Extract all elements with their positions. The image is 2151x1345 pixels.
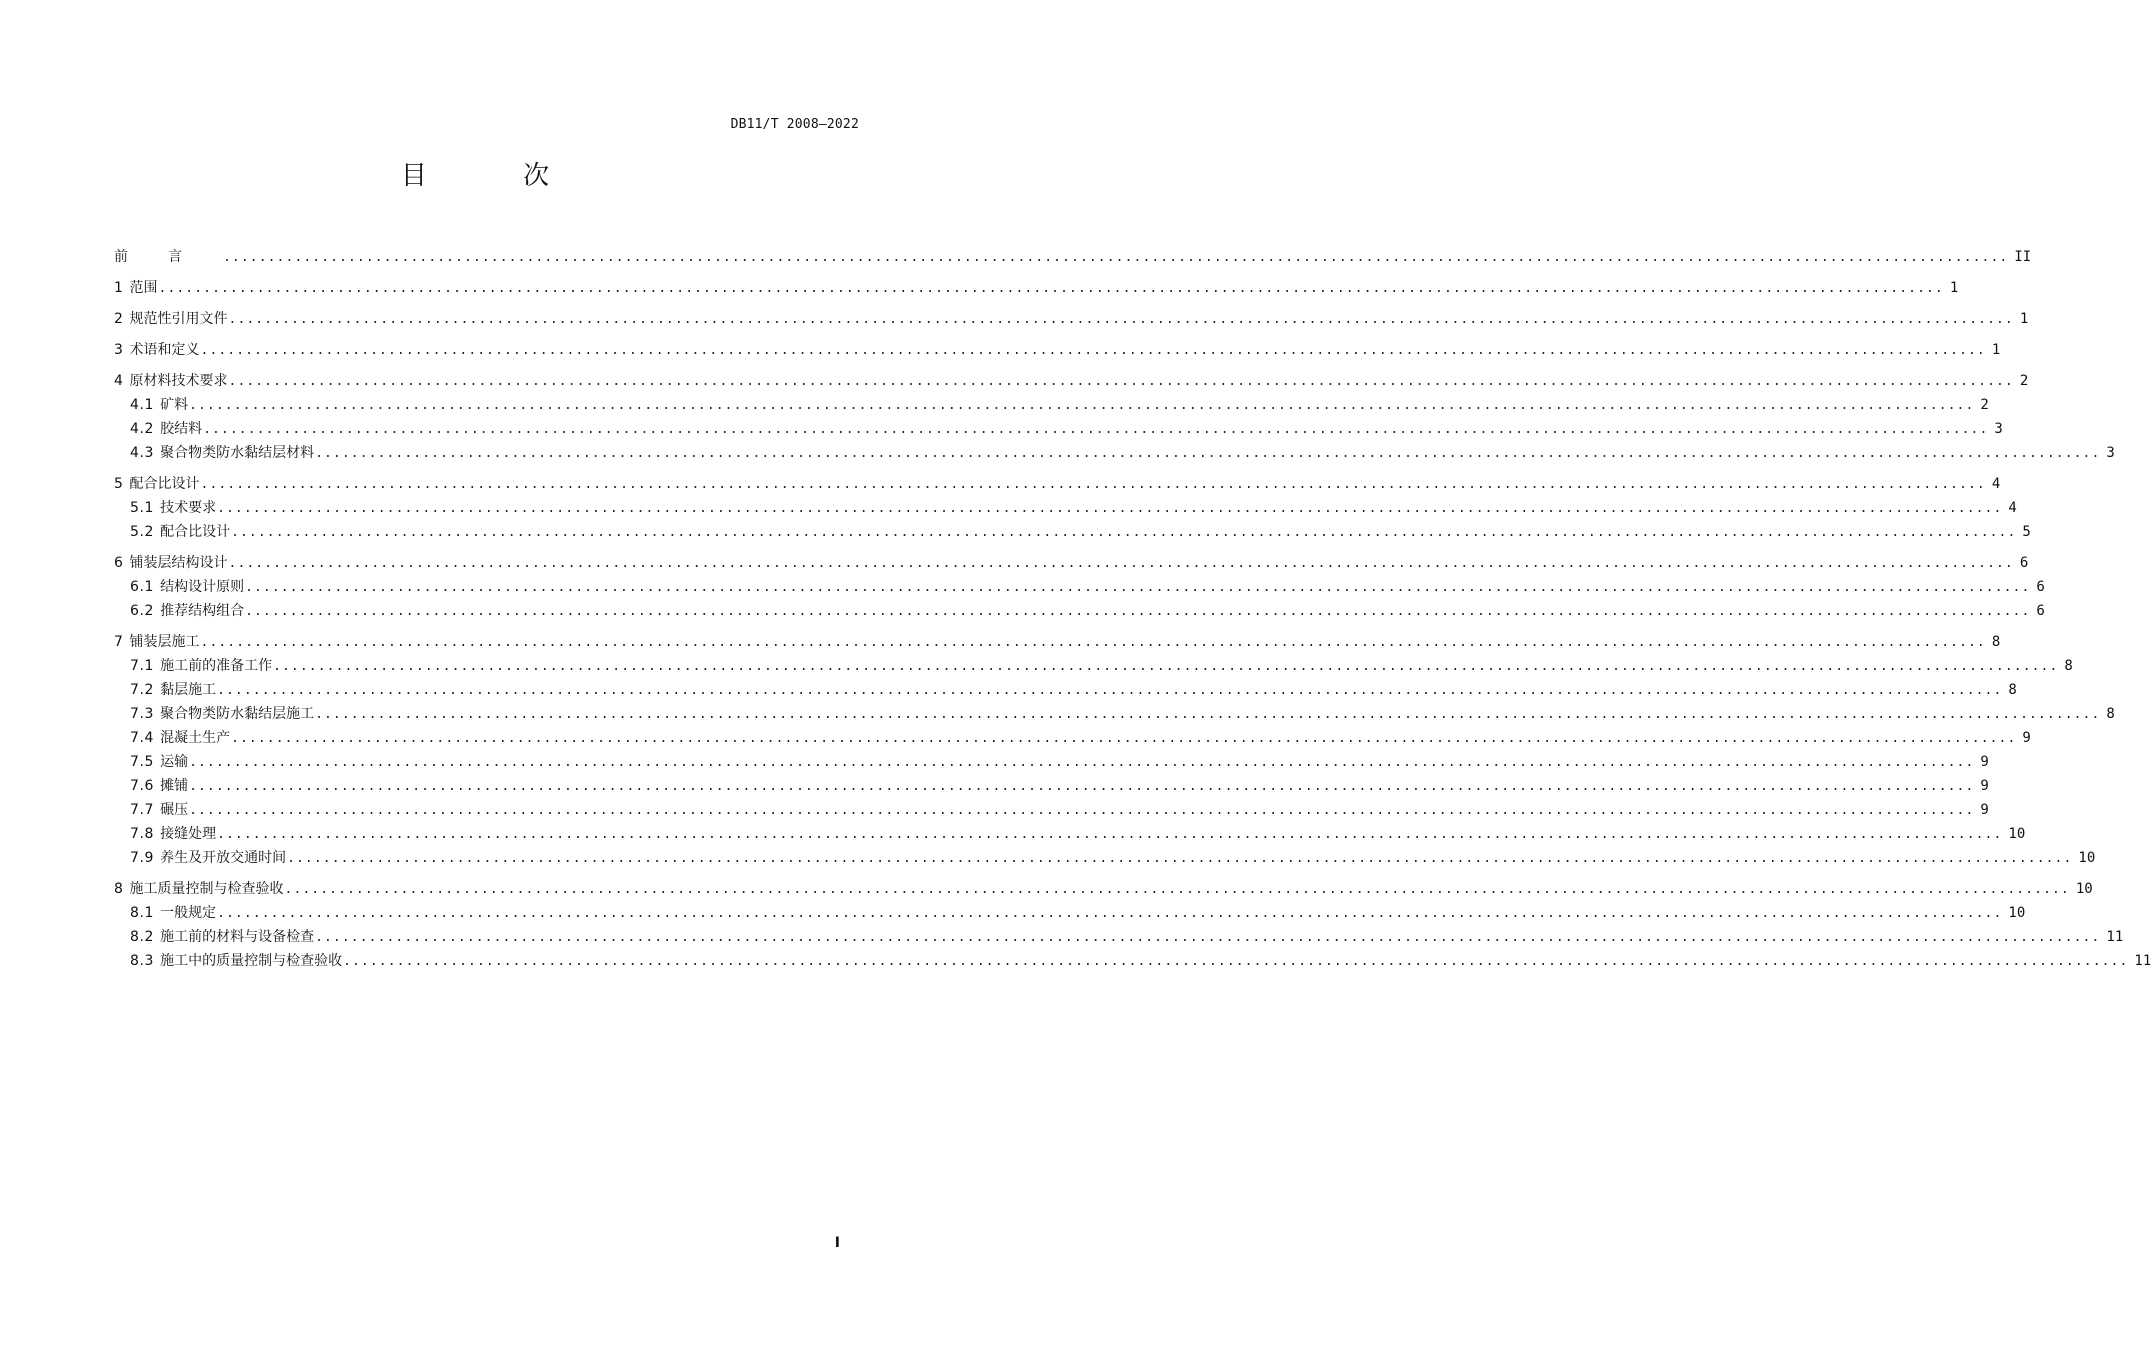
toc-entry[interactable] [114,678,2017,702]
toc-entry[interactable] [114,846,2096,870]
toc-entry-label: 施工质量控制与检查验收 [129,881,284,897]
toc-entry[interactable] [114,599,2045,623]
toc-entry[interactable] [114,338,2001,362]
toc-leader-dots: ........................................................................................................................................................................................................ [231,525,2017,540]
toc-entry-label: 聚合物类防水黏结层施工 [160,706,315,722]
toc-entry-number: 8.1 [130,905,155,921]
toc-entry[interactable] [114,925,2124,949]
toc-leader-dots: ........................................................................................................................................................................................................ [315,446,2101,461]
toc-entry-number: 2 [114,311,124,327]
page-number: I [834,1235,840,1251]
toc-leader-dots: ........................................................................................................................................................................................................ [200,343,1986,358]
toc-entry-number: 6.1 [130,579,155,595]
toc-entry-page: 11 [2134,953,2151,969]
toc-entry-page: 6 [2019,555,2029,571]
toc-leader-dots: ........................................................................................................................................................................................................ [189,755,1975,770]
toc-entry[interactable] [114,417,2003,441]
toc-entry-page: 3 [2106,445,2115,461]
toc-entry[interactable] [114,877,2093,901]
toc-leader-dots: ........................................................................................................................................................................................................ [315,707,2101,722]
toc-leader-dots: ........................................................................................................................................................................................................ [273,659,2059,674]
toc-entry-page: 5 [2022,524,2031,540]
toc-entry-label: 铺装层结构设计 [129,555,228,571]
toc-entry-page: 3 [1994,421,2003,437]
toc-leader-dots: ........................................................................................................................................................................................................ [223,250,2009,265]
toc-entry-label: 混凝土生产 [160,730,231,746]
toc-entry[interactable] [114,575,2045,599]
toc-entry[interactable] [114,276,1959,300]
toc-entry[interactable] [114,901,2026,925]
toc-entry-number: 8.3 [130,953,155,969]
toc-entry-page: II [2014,249,2032,265]
toc-entry-number: 7.2 [130,682,155,698]
toc-entry-number: 7.7 [130,802,155,818]
toc-entry-page: 1 [1949,280,1959,296]
toc-leader-dots: ........................................................................................................................................................................................................ [228,556,2014,571]
toc-entry-number: 4.2 [130,421,155,437]
page-title: 目 次 [400,161,594,191]
toc-entry-label: 原材料技术要求 [129,373,228,389]
toc-leader-dots: ........................................................................................................................................................................................................ [231,731,2017,746]
toc-entry-label: 配合比设计 [160,524,231,540]
toc-entry[interactable] [114,750,1989,774]
toc-entry-number: 5 [114,476,124,492]
toc-entry-label: 施工前的准备工作 [160,658,273,674]
toc-entry-number: 7.4 [130,730,155,746]
toc-entry-page: 11 [2106,929,2124,945]
toc-entry[interactable] [114,393,1989,417]
toc-entry[interactable] [114,774,1989,798]
toc-leader-dots: ........................................................................................................................................................................................................ [200,635,1986,650]
toc-leader-dots: ........................................................................................................................................................................................................ [217,827,2003,842]
toc-entry-label: 术语和定义 [129,342,200,358]
toc-leader-dots: ........................................................................................................................................................................................................ [228,374,2014,389]
toc-entry-number: 1 [114,280,124,296]
toc-entry-label: 施工前的材料与设备检查 [160,929,315,945]
toc-entry[interactable] [114,726,2031,750]
toc-entry[interactable] [114,630,2001,654]
toc-entry-page: 9 [2022,730,2031,746]
toc-entry[interactable] [114,551,2029,575]
toc-entry[interactable] [114,472,2001,496]
toc-entry-page: 1 [1991,342,2001,358]
toc-entry-label: 养生及开放交通时间 [160,850,287,866]
toc-leader-dots: ........................................................................................................................................................................................................ [200,477,1986,492]
toc-leader-dots: ........................................................................................................................................................................................................ [189,779,1975,794]
toc-entry-number: 5.2 [130,524,155,540]
toc-leader-dots: ........................................................................................................................................................................................................ [203,422,1989,437]
toc-entry-label: 范围 [129,280,158,296]
toc-entry[interactable] [114,520,2031,544]
toc-entry-number: 7 [114,634,124,650]
toc-entry-page: 10 [2008,905,2026,921]
toc-entry-label: 施工中的质量控制与检查验收 [160,953,343,969]
toc-entry[interactable] [114,798,1989,822]
toc-leader-dots: ........................................................................................................................................................................................................ [158,281,1944,296]
toc-entry[interactable] [114,369,2029,393]
toc-entry[interactable] [114,949,2151,973]
toc-entry-page: 10 [2008,826,2026,842]
toc-entry-page: 6 [2036,579,2045,595]
toc-entry-page: 2 [2019,373,2029,389]
toc-entry-label: 接缝处理 [160,826,217,842]
toc-entry-page: 9 [1980,754,1989,770]
toc-entry-page: 10 [2075,881,2093,897]
toc-entry-number: 7.5 [130,754,155,770]
toc-entry-page: 8 [1991,634,2001,650]
toc-leader-dots: ........................................................................................................................................................................................................ [189,803,1975,818]
toc-entry[interactable] [114,307,2029,331]
toc-leader-dots: ........................................................................................................................................................................................................ [284,882,2070,897]
toc-leader-dots: ........................................................................................................................................................................................................ [217,683,2003,698]
toc-leader-dots: ........................................................................................................................................................................................................ [245,604,2031,619]
toc-entry-page: 8 [2008,682,2017,698]
toc-entry-page: 10 [2078,850,2096,866]
toc-entry-page: 8 [2064,658,2073,674]
toc-leader-dots: ........................................................................................................................................................................................................ [217,501,2003,516]
toc-leader-dots: ........................................................................................................................................................................................................ [217,906,2003,921]
toc-entry-label: 胶结料 [160,421,203,437]
toc-leader-dots: ........................................................................................................................................................................................................ [343,954,2129,969]
toc-leader-dots: ........................................................................................................................................................................................................ [189,398,1975,413]
toc-leader-dots: ........................................................................................................................................................................................................ [287,851,2073,866]
toc-entry-page: 4 [1991,476,2001,492]
toc-entry-number: 4 [114,373,124,389]
toc-entry[interactable] [114,822,2026,846]
toc-entry[interactable] [114,702,2115,726]
toc-entry-label: 黏层施工 [160,682,217,698]
toc-entry-page: 1 [2019,311,2029,327]
toc-entry-number: 7.3 [130,706,155,722]
toc-entry-label: 配合比设计 [129,476,200,492]
toc-entry-label: 聚合物类防水黏结层材料 [160,445,315,461]
toc-entry-number: 8 [114,881,124,897]
toc-entry-page: 9 [1980,802,1989,818]
toc-entry-page: 9 [1980,778,1989,794]
toc-entry-number: 6.2 [130,603,155,619]
toc-leader-dots: ........................................................................................................................................................................................................ [315,930,2101,945]
toc-entry-number: 7.9 [130,850,155,866]
toc-entry-label: 技术要求 [160,500,217,516]
toc-entry-label: 推荐结构组合 [160,603,245,619]
toc-entry[interactable] [114,441,2115,465]
toc-entry-number: 7.1 [130,658,155,674]
toc-entry-label: 结构设计原则 [160,579,245,595]
document-code: DB11/T 2008—2022 [730,117,859,132]
toc-entry[interactable] [114,245,2032,269]
toc-entry-label: 规范性引用文件 [129,311,228,327]
toc-leader-dots: ........................................................................................................................................................................................................ [245,580,2031,595]
toc-entry-label: 一般规定 [160,905,217,921]
toc-entry[interactable] [114,496,2017,520]
toc-entry[interactable] [114,654,2073,678]
toc-entry-label: 碾压 [160,802,189,818]
toc-entry-number: 5.1 [130,500,155,516]
toc-entry-page: 4 [2008,500,2017,516]
toc-entry-number: 4.3 [130,445,155,461]
toc-leader-dots: ........................................................................................................................................................................................................ [228,312,2014,327]
toc-entry-label: 运输 [160,754,189,770]
toc-entry-page: 8 [2106,706,2115,722]
toc-entry-page: 6 [2036,603,2045,619]
toc-entry-number: 4.1 [130,397,155,413]
toc-entry-number: 6 [114,555,124,571]
toc-entry-label: 矿料 [160,397,189,413]
toc-entry-number: 8.2 [130,929,155,945]
toc-entry-page: 2 [1980,397,1989,413]
table-of-contents [114,245,2151,973]
toc-entry-number: 7.8 [130,826,155,842]
toc-entry-number: 3 [114,342,124,358]
toc-entry-label: 摊铺 [160,778,189,794]
toc-entry-label: 前言 [114,249,222,265]
toc-entry-number: 7.6 [130,778,155,794]
toc-entry-label: 铺装层施工 [129,634,200,650]
